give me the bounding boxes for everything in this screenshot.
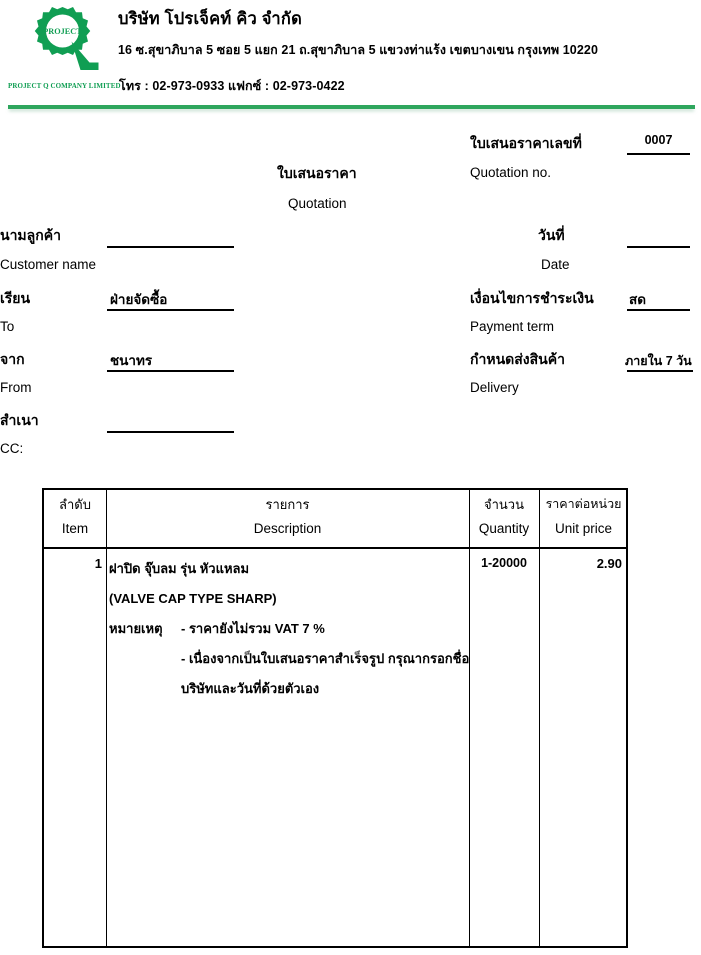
description-line-1: ฝาปิด จุ๊บลม รุ่น หัวแหลม: [109, 561, 250, 576]
delivery-value[interactable]: ภายใน 7 วัน: [625, 354, 692, 368]
cc-input[interactable]: [107, 431, 234, 433]
cc-label-thai: สำเนา: [0, 412, 39, 428]
note-line-1: - ราคายังไม่รวม VAT 7 %: [181, 621, 325, 636]
document-title-thai: ใบเสนอราคา: [277, 165, 357, 181]
delivery-underline[interactable]: [627, 370, 693, 372]
from-value[interactable]: ชนาทร: [110, 353, 153, 368]
note-label: หมายเหตุ: [109, 621, 163, 636]
to-input-underline[interactable]: [107, 309, 234, 311]
row-description: [109, 554, 470, 704]
customer-name-label-thai: นามลูกค้า: [0, 227, 61, 243]
to-label-thai: เรียน: [0, 290, 31, 306]
company-address: 16 ซ.สุขาภิบาล 5 ซอย 5 แยก 21 ถ.สุขาภิบาล 5 แขวงท่าแร้ง เขตบางเขน กรุงเทพ 10220: [118, 43, 599, 57]
to-label-english: To: [0, 319, 15, 334]
date-label-thai: วันที่: [538, 227, 565, 243]
delivery-label-english: Delivery: [470, 380, 519, 395]
row-quantity: 1-20000: [481, 556, 527, 570]
quotation-no-label-english: Quotation no.: [470, 165, 552, 180]
letterhead: [0, 0, 701, 106]
note-line-2: - เนื่องจากเป็นใบเสนอราคาสำเร็จรูป กรุณากรอกชื่อ: [181, 651, 470, 666]
from-label-thai: จาก: [0, 351, 25, 367]
customer-name-label-english: Customer name: [0, 257, 97, 272]
date-label-english: Date: [541, 257, 570, 272]
note-first-line: [109, 614, 467, 644]
column-header-unitprice-thai: ราคาต่อหน่วย: [545, 497, 622, 511]
column-header-description-thai: รายการ: [265, 497, 310, 512]
quotation-no-value[interactable]: 0007: [644, 133, 673, 147]
quotation-no-underline: [627, 153, 690, 155]
company-logo: [8, 4, 121, 100]
from-input-underline[interactable]: [107, 370, 234, 372]
from-label-english: From: [0, 380, 32, 395]
company-name: บริษัท โปรเจ็คท์ คิว จำกัด: [118, 10, 303, 28]
row-unit-price: 2.90: [596, 556, 622, 571]
logo-inner-text: PROJECT: [43, 27, 82, 36]
payment-term-label-english: Payment term: [470, 319, 555, 334]
payment-term-value[interactable]: สด: [629, 292, 647, 307]
table-column-divider-1: [106, 490, 107, 946]
document-title-english: Quotation: [288, 196, 347, 211]
column-header-item-english: Item: [61, 521, 89, 536]
logo-caption: PROJECT Q COMPANY LIMITED: [8, 82, 121, 90]
quotation-no-label-thai: ใบเสนอราคาเลขที่: [470, 135, 582, 151]
date-input[interactable]: [627, 246, 690, 248]
description-line-2: (VALVE CAP TYPE SHARP): [109, 591, 277, 606]
table-header-divider: [44, 547, 626, 549]
project-q-logo-icon: [26, 4, 102, 76]
company-contact: โทร : 02-973-0933 แฟกซ์ : 02-973-0422: [119, 79, 345, 93]
column-header-unitprice-english: Unit price: [554, 521, 613, 536]
column-header-description-english: Description: [253, 521, 322, 536]
row-item-number: 1: [94, 556, 102, 571]
customer-name-input[interactable]: [107, 246, 234, 248]
column-header-item-thai: ลำดับ: [59, 497, 91, 512]
header-divider: [8, 105, 695, 109]
payment-term-underline[interactable]: [627, 309, 690, 311]
cc-label-english: CC:: [0, 441, 24, 456]
items-table: [42, 488, 628, 948]
payment-term-label-thai: เงื่อนไขการชำระเงิน: [470, 290, 594, 306]
to-value[interactable]: ฝ่ายจัดซื้อ: [110, 292, 168, 307]
note-line-3: บริษัทและวันที่ด้วยตัวเอง: [181, 681, 320, 696]
column-header-quantity-thai: จำนวน: [484, 497, 524, 512]
column-header-quantity-english: Quantity: [478, 521, 530, 536]
delivery-label-thai: กำหนดส่งสินค้า: [470, 351, 565, 367]
